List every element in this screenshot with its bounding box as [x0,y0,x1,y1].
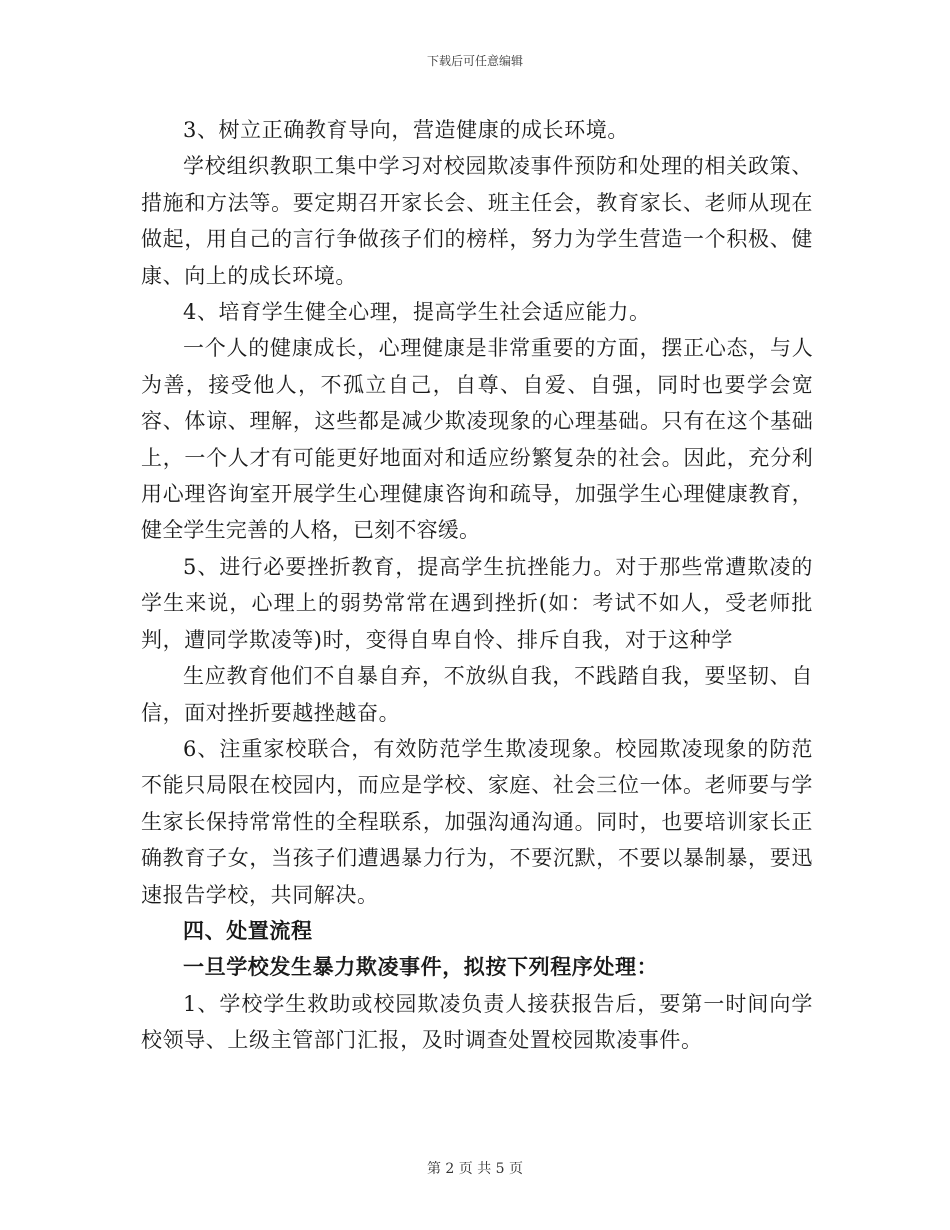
paragraph-4: 一个人的健康成长，心理健康是非常重要的方面，摆正心态，与人为善，接受他人，不孤立自己，自尊、自爱、自强，同时也要学会宽容、体谅、理解，这些都是减少欺凌现象的心理基础。只有在这个基础上，一个人才有可能更好地面对和适应纷繁复杂的社会。因此，充分利用心理咨询室开展学生心理健康咨询和疏导，加强学生心理健康教育，健全学生完善的人格，已刻不容缓。 [141,336,813,543]
paragraph-7: 6、注重家校联合，有效防范学生欺凌现象。校园欺凌现象的防范不能只局限在校园内，而应是学校、家庭、社会三位一体。老师要与学生家长保持常常性的全程联系，加强沟通沟通。同时，也要培训家长正确教育子女，当孩子们遭遇暴力行为，不要沉默，不要以暴制暴，要迅速报告学校，共同解决。 [141,736,813,907]
paragraph-2: 学校组织教职工集中学习对校园欺凌事件预防和处理的相关政策、措施和方法等。要定期召开家长会、班主任会，教育家长、老师从现在做起，用自己的言行争做孩子们的榜样，努力为学生营造一个积极、健康、向上的成长环境。 [141,154,813,288]
paragraph-6: 生应教育他们不自暴自弃，不放纵自我，不践踏自我，要坚韧、自信，面对挫折要越挫越奋。 [141,664,813,725]
paragraph-5: 5、进行必要挫折教育，提高学生抗挫能力。对于那些常遭欺凌的学生来说，心理上的弱势常常在遇到挫折(如：考试不如人，受老师批判，遭同学欺凌等)时，变得自卑自怜、排斥自我，对于这种学 [141,554,813,652]
page-footer: 第 2 页 共 5 页 [426,1161,524,1177]
paragraph-8: 1、学校学生救助或校园欺凌负责人接获报告后，要第一时间向学校领导、上级主管部门汇报，及时调查处置校园欺凌事件。 [141,991,813,1053]
paragraph-1: 3、树立正确教育导向，营造健康的成长环境。 [183,118,629,142]
section-heading: 四、处置流程 [183,917,313,943]
page-header: 下载后可任意编辑 [426,54,523,68]
document-body [141,112,813,1059]
procedure-intro: 一旦学校发生暴力欺凌事件，拟按下列程序处理： [183,954,659,980]
paragraph-3: 4、培育学生健全心理，提高学生社会适应能力。 [183,300,651,325]
